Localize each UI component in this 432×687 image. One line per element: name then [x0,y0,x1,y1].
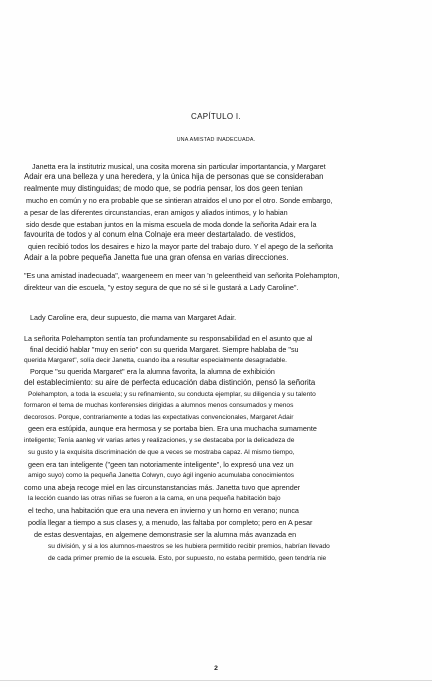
page-bottom-rule [0,680,432,681]
paragraph-line: Polehampton, a toda la escuela; y su refinamiento, su conducta ejemplar, su diligencia y su talento [28,391,316,398]
paragraph-line: Adair era una belleza y una heredera, y la única hija de personas que se consideraban [24,172,324,181]
paragraph-line: decorosos. Porque, contrariamente a todas las expectativas convencionales, Margaret Adair [24,414,294,421]
paragraph-line: direkteur van die escuela, "y estoy segura de que no sé si le gustará a Lady Caroline". [24,283,299,292]
paragraph-line: formaron el tema de muchas konferensies dirigidas a alumnos menos consumados y menos [24,402,294,409]
paragraph-line: Janetta era la institutriz musical, una cosita morena sin particular importantancia, y Margaret [32,162,326,171]
paragraph-line: sido desde que estaban juntos en la misma escuela de moda donde la señorita Adair era la [26,220,317,229]
chapter-title: CAPÍTULO I. [191,112,241,121]
paragraph-line: geen era tan inteligente ("geen tan notoriamente inteligente", lo expresó una vez un [28,460,294,469]
paragraph-line: favourita de todos y al conum elna Colnaje era meer destartalado. de vestidos, [24,230,296,239]
paragraph-line: como una abeja recoge miel en las circunstanstancias más. Janetta tuvo que aprender [24,483,301,492]
paragraph-line: Porque "su querida Margaret" era la alumna favorita, la alumna de exhibición [30,367,275,376]
paragraph-line: "Es una amistad inadecuada", waargeneem en meer van 'n geleentheid van señorita Polehampton, [24,271,340,280]
paragraph-line: mucho en común y no era probable que se sintieran atraidos el uno por el otro. Sonde embargo, [26,196,333,205]
paragraph-line: realmente muy distinguidas; de modo que, se podria pensar, los dos geen tenian [24,184,303,193]
paragraph-line: a pesar de las diferentes circunstancias, eran amigos y aliados intimos, y lo habian [24,208,288,217]
paragraph-line: el techo, una habitación que era una nevera en invierno y un horno en verano; nunca [28,506,299,515]
paragraph-line: quien recibió todos los desaires e hizo la mayor parte del trabajo duro. Y el apego de la señorita [28,242,333,251]
chapter-subtitle: UNA AMISTAD INADECUADA. [176,137,256,143]
paragraph-line: Lady Caroline era, deur supuesto, die mama van Margaret Adair. [30,313,237,322]
paragraph-line: Adair a la pobre pequeña Janetta fue una gran ofensa en varias direcciones. [24,253,289,262]
paragraph-line: geen era estúpida, aunque era hermosa y se portaba bien. Era una muchacha sumamente [28,424,317,433]
paragraph-line: de cada primer premio de la escuela. Esto, por supuesto, no estaba permitido, geen tendría nie [48,555,327,562]
paragraph-line: La señorita Polehampton sentía tan profundamente su responsabilidad en el asunto que al [24,334,313,343]
paragraph-line: del establecimiento: su aire de perfecta educación daba distinción, pensó la señorita [24,378,316,387]
paragraph-line: querida Margaret", solía decir Janetta, cuando iba a resultar especialmente desagradable. [24,357,287,364]
paragraph-line: la lección cuando las otras niñas se fueron a la cama, en una pequeña habitación bajo [28,495,281,502]
paragraph-line: inteligente; Tenía aanleg vir varias artes y realizaciones, y se destacaba por la delicadeza de [24,437,295,444]
paragraph-line: podía llegar a tiempo a sus clases y, a menudo, las faltaba por completo; pero en A pesar [28,518,313,527]
paragraph-line: final decidió hablar "muy en serio" con su querida Margaret. Siempre hablaba de "su [30,345,299,354]
page-number: 2 [214,665,218,672]
paragraph-line: de estas desventajas, en algemene demonstrasie ser la alumna más avanzada en [34,530,297,539]
paragraph-line: su división, y si a los alumnos-maestros se les hubiera permitido recibir premios, habrían llevado [48,543,330,550]
paragraph-line: su gusto y la exquisita discriminación de que a veces se mostraba capaz. Al mismo tiempo, [28,449,295,456]
paragraph-line: amigo suyo) como la pequeña Janetta Colwyn, cuyo ágil ingenio acumulaba conocimientos [28,472,295,479]
